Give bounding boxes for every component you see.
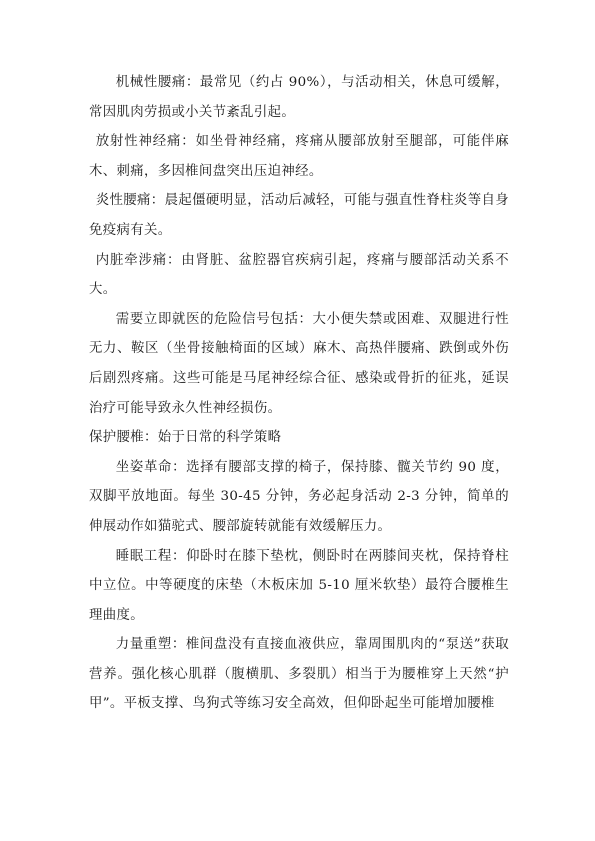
paragraph-danger-signals: 需要立即就医的危险信号包括：大小便失禁或困难、双腿进行性无力、鞍区（坐骨接触椅面的区域）麻木、高热伴腰痛、跌倒或外伤后剧烈疼痛。这些可能是马尾神经综合征、感染或骨折的征兆，延误治疗可能导致永久性神经损伤。 (89, 311, 509, 416)
document-page (89, 68, 509, 719)
paragraph-inflammatory-back-pain: 炎性腰痛：晨起僵硬明显，活动后减轻，可能与强直性脊柱炎等自身免疫病有关。 (89, 193, 509, 238)
paragraph-sitting-posture: 坐姿革命：选择有腰部支撑的椅子，保持膝、髋关节约 90 度，双脚平放地面。每坐 30-45 分钟，务必起身活动 2-3 分钟，简单的伸展动作如猫驼式、腰部旋转就能有效缓解压力。 (89, 459, 509, 534)
paragraph-radicular-nerve-pain: 放射性神经痛：如坐骨神经痛，疼痛从腰部放射至腿部，可能伴麻木、刺痛，多因椎间盘突出压迫神经。 (89, 134, 509, 179)
paragraph-mechanical-back-pain: 机械性腰痛：最常见（约占 90%），与活动相关，休息可缓解，常因肌肉劳损或小关节紊乱引起。 (89, 75, 509, 120)
paragraph-visceral-referred-pain: 内脏牵涉痛：由肾脏、盆腔器官疾病引起，疼痛与腰部活动关系不大。 (89, 252, 509, 298)
paragraph-sleep-engineering: 睡眠工程：仰卧时在膝下垫枕，侧卧时在两膝间夹枕，保持脊柱中立位。中等硬度的床垫（木板床加 5-10 厘米软垫）最符合腰椎生理曲度。 (89, 548, 509, 623)
section-heading: 保护腰椎：始于日常的科学策略 (89, 430, 282, 446)
paragraph-strength-rebuilding: 力量重塑：椎间盘没有直接血液供应，靠周围肌肉的“泵送”获取营养。强化核心肌群（腹横肌、多裂肌）相当于为腰椎穿上天然“护甲”。平板支撑、鸟狗式等练习安全高效，但仰卧起坐可能增加腰椎 (89, 637, 509, 712)
